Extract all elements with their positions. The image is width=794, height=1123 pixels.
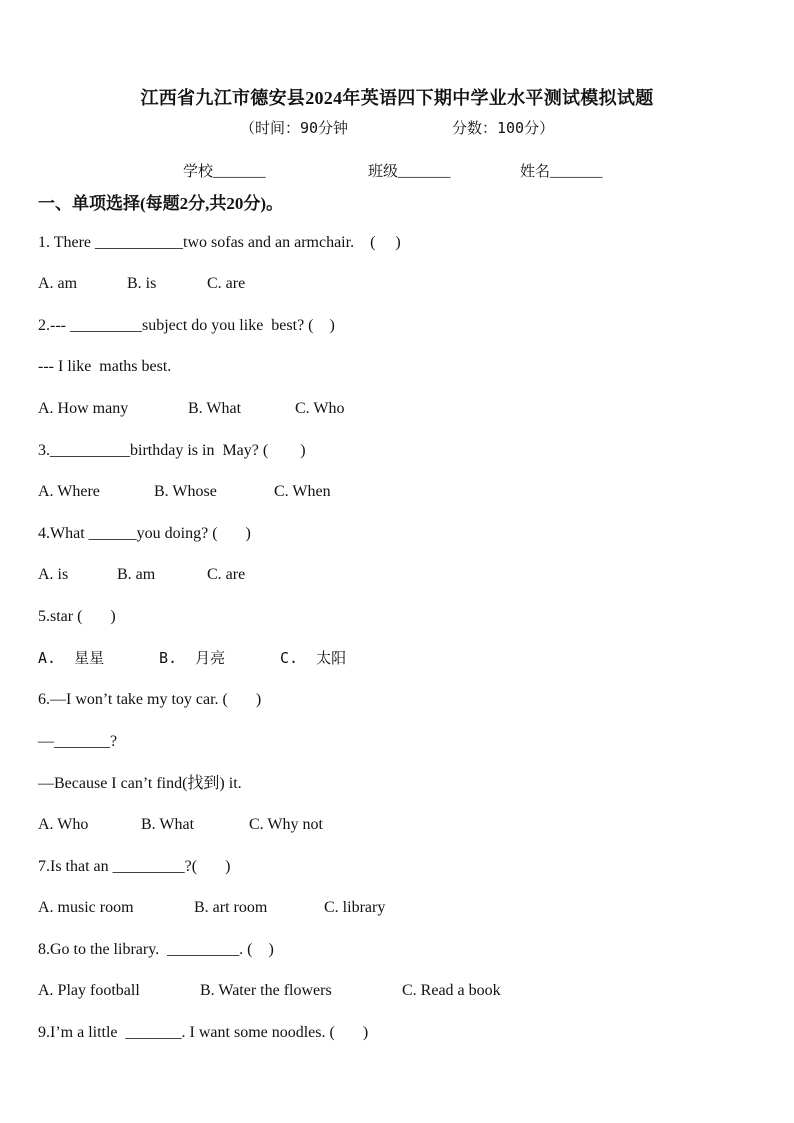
option-a: A. Play football bbox=[38, 982, 140, 999]
option-a: A. 星星 bbox=[38, 649, 105, 667]
option-b: B. is bbox=[127, 275, 157, 292]
option-c: C. are bbox=[207, 275, 246, 292]
question-4-stem: 4.What ______you doing? ( ) bbox=[38, 525, 251, 542]
question-6-reason: —Because I can’t find(找到) it. bbox=[38, 775, 242, 792]
option-a: A. is bbox=[38, 566, 69, 583]
option-b: B. What bbox=[141, 816, 195, 833]
class-field: 班级_______ bbox=[368, 164, 451, 180]
option-a: A. Who bbox=[38, 816, 89, 833]
option-c: C. Read a book bbox=[402, 982, 501, 999]
question-6-stem: 6.—I won’t take my toy car. ( ) bbox=[38, 691, 262, 708]
exam-title: 江西省九江市德安县2024年英语四下期中学业水平测试模拟试题 bbox=[140, 88, 654, 108]
question-9-stem: 9.I’m a little _______. I want some noodles. ( ) bbox=[38, 1024, 369, 1041]
option-c: C. are bbox=[207, 566, 246, 583]
option-a: A. music room bbox=[38, 899, 134, 916]
option-c: C. Who bbox=[295, 400, 345, 417]
exam-score: 分数：100分） bbox=[452, 119, 555, 137]
school-field: 学校_______ bbox=[183, 164, 266, 180]
question-5-stem: 5.star ( ) bbox=[38, 608, 116, 625]
option-b: B. art room bbox=[194, 899, 268, 916]
option-b: B. What bbox=[188, 400, 242, 417]
option-c: C. 太阳 bbox=[280, 649, 347, 667]
option-a: A. How many bbox=[38, 400, 129, 417]
option-a: A. am bbox=[38, 275, 78, 292]
question-3-stem: 3.__________birthday is in May? ( ) bbox=[38, 442, 306, 459]
question-7-stem: 7.Is that an _________?( ) bbox=[38, 858, 231, 875]
option-b: B. 月亮 bbox=[159, 649, 226, 667]
question-1-stem: 1. There ___________two sofas and an armchair. ( ) bbox=[38, 234, 401, 251]
question-8-stem: 8.Go to the library. _________. ( ) bbox=[38, 941, 274, 958]
question-2-stem: 2.--- _________subject do you like best? ( ) bbox=[38, 317, 335, 334]
option-b: B. Whose bbox=[154, 483, 217, 500]
option-a: A. Where bbox=[38, 483, 100, 500]
option-b: B. am bbox=[117, 566, 156, 583]
option-c: C. Why not bbox=[249, 816, 323, 833]
name-field: 姓名_______ bbox=[520, 164, 603, 180]
section-heading: 一、单项选择(每题2分,共20分)。 bbox=[38, 194, 284, 213]
option-c: C. When bbox=[274, 483, 331, 500]
question-2-answer: --- I like maths best. bbox=[38, 358, 172, 375]
option-c: C. library bbox=[324, 899, 386, 916]
option-b: B. Water the flowers bbox=[200, 982, 332, 999]
exam-time: （时间：90分钟 bbox=[240, 119, 349, 137]
question-6-reply: —_______? bbox=[38, 733, 118, 750]
